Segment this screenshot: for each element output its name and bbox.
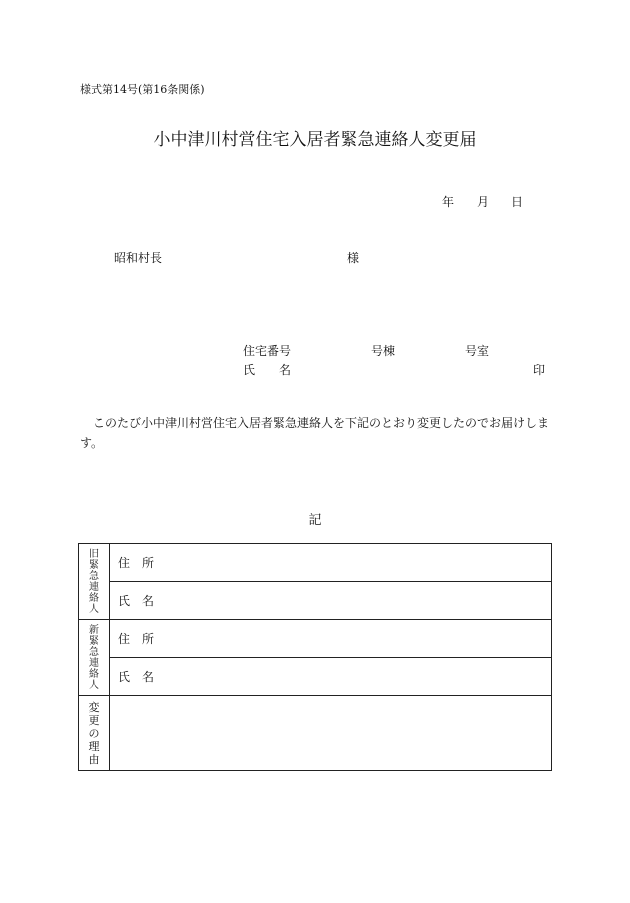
new-contact-group <box>79 620 110 696</box>
new-contact-name-label: 氏 名 <box>118 670 155 684</box>
document-title: 小中津川村営住宅入居者緊急連絡人変更届 <box>153 130 477 150</box>
old-contact-address-field[interactable] <box>110 544 552 582</box>
reason-group <box>79 696 110 771</box>
old-contact-name-label: 氏 名 <box>118 594 155 608</box>
notification-text: このたび小中津川村営住宅入居者緊急連絡人を下記のとおり変更したのでお届けします。 <box>80 416 550 450</box>
date-year-label: 年 <box>442 195 455 209</box>
seal-label: 印 <box>533 363 546 377</box>
old-contact-address-label: 住 所 <box>118 556 155 570</box>
room-label: 号室 <box>465 344 490 358</box>
building-label: 号棟 <box>371 344 396 358</box>
old-contact-group <box>79 544 110 620</box>
contact-change-table <box>78 543 552 771</box>
reason-row <box>79 696 552 771</box>
new-contact-name-field[interactable] <box>110 658 552 696</box>
ki-heading: 記 <box>308 513 322 528</box>
reason-label: 変更の理由 <box>88 700 100 766</box>
new-contact-address-field[interactable] <box>110 620 552 658</box>
reason-field[interactable] <box>110 696 552 771</box>
addressee-name: 昭和村長 <box>114 251 163 265</box>
addressee-honorific: 様 <box>347 251 360 265</box>
date-day-label: 日 <box>511 195 524 209</box>
form-number: 様式第14号(第16条関係) <box>80 83 205 96</box>
new-contact-label: 新緊急連絡人 <box>89 624 99 691</box>
new-contact-name-row <box>79 658 552 696</box>
old-contact-address-row <box>79 544 552 582</box>
old-contact-label: 旧緊急連絡人 <box>89 548 99 615</box>
date-month-label: 月 <box>477 195 490 209</box>
old-contact-name-field[interactable] <box>110 582 552 620</box>
new-contact-address-row <box>79 620 552 658</box>
housing-number-label: 住宅番号 <box>243 344 292 358</box>
applicant-name-label: 氏 名 <box>243 363 292 377</box>
old-contact-name-row <box>79 582 552 620</box>
new-contact-address-label: 住 所 <box>118 632 155 646</box>
